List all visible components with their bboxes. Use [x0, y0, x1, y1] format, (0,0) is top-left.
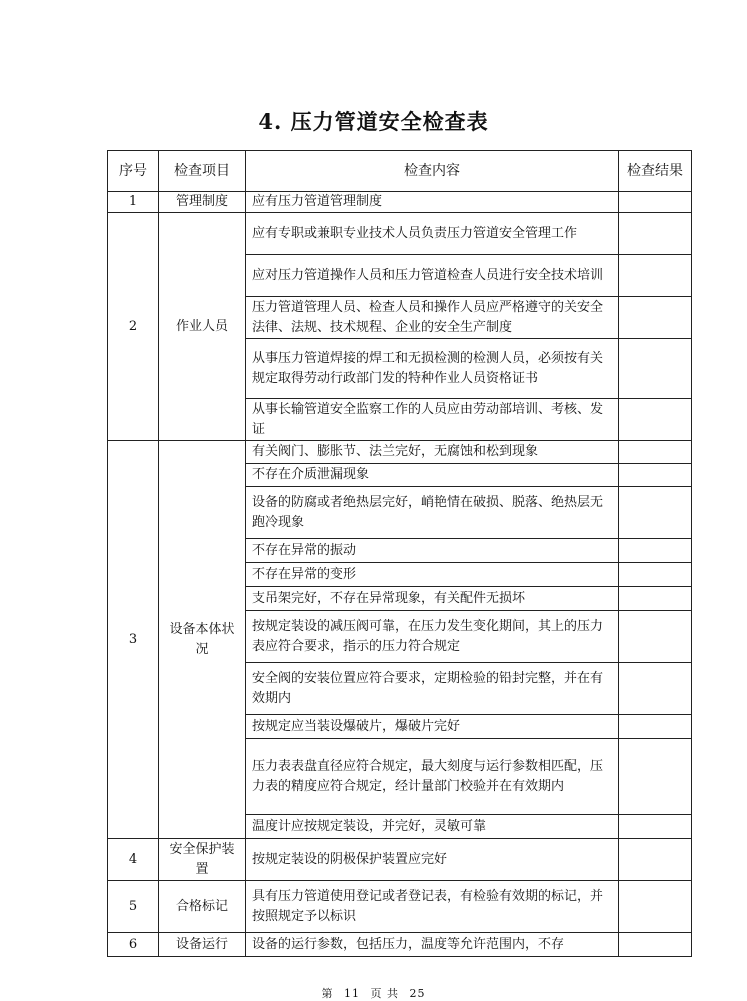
check-item: 合格标记	[159, 881, 246, 933]
check-result-cell	[619, 739, 692, 815]
header-content: 检查内容	[246, 151, 619, 192]
row-number: 6	[108, 933, 159, 957]
safety-checklist-table	[107, 150, 692, 957]
check-content: 从事长输管道安全监察工作的人员应由劳动部培训、考核、发证	[246, 399, 619, 441]
check-content: 应有专职或兼职专业技术人员负责压力管道安全管理工作	[246, 213, 619, 255]
check-content: 有关阀门、膨胀节、法兰完好，无腐蚀和松到现象	[246, 441, 619, 464]
check-result-cell	[619, 539, 692, 563]
check-content: 应对压力管道操作人员和压力管道检查人员进行安全技术培训	[246, 255, 619, 297]
table-row	[108, 933, 692, 957]
check-result-cell	[619, 213, 692, 255]
page-footer	[0, 985, 747, 1001]
check-result-cell	[619, 563, 692, 587]
row-number: 5	[108, 881, 159, 933]
check-content: 压力表表盘直径应符合规定，最大刻度与运行参数相匹配，压力表的精度应符合规定，经计量部门校验并在有效期内	[246, 739, 619, 815]
row-number: 4	[108, 839, 159, 881]
page-title: 4. 压力管道安全检查表	[258, 109, 489, 134]
check-result-cell	[619, 587, 692, 611]
footer-middle: 页 共	[370, 987, 399, 1000]
table-row	[108, 192, 692, 213]
check-result-cell	[619, 715, 692, 739]
row-number: 1	[108, 192, 159, 213]
check-content: 按规定装设的阴极保护装置应完好	[246, 839, 619, 881]
check-result-cell	[619, 611, 692, 663]
check-result-cell	[619, 297, 692, 339]
check-result-cell	[619, 663, 692, 715]
footer-total-pages: 25	[409, 987, 426, 1000]
check-content: 按规定装设的减压阀可靠，在压力发生变化期间，其上的压力表应符合要求，指示的压力符合规定	[246, 611, 619, 663]
check-result-cell	[619, 192, 692, 213]
check-result-cell	[619, 399, 692, 441]
footer-page-number: 11	[344, 987, 360, 1000]
row-number: 3	[108, 441, 159, 839]
table-row	[108, 441, 692, 464]
check-item: 设备运行	[159, 933, 246, 957]
check-content: 不存在介质泄漏现象	[246, 464, 619, 487]
check-result-cell	[619, 441, 692, 464]
check-result-cell	[619, 881, 692, 933]
header-item: 检查项目	[159, 151, 246, 192]
check-content: 从事压力管道焊接的焊工和无损检测的检测人员，必须按有关规定取得劳动行政部门发的特种作业人员资格证书	[246, 339, 619, 399]
table-row	[108, 881, 692, 933]
check-item: 设备本体状况	[159, 441, 246, 839]
header-result: 检查结果	[619, 151, 692, 192]
check-content: 具有压力管道使用登记或者登记表，有检验有效期的标记，并按照规定予以标识	[246, 881, 619, 933]
check-content: 按规定应当装设爆破片，爆破片完好	[246, 715, 619, 739]
check-result-cell	[619, 255, 692, 297]
check-item: 安全保护装置	[159, 839, 246, 881]
table-row	[108, 839, 692, 881]
check-content: 应有压力管道管理制度	[246, 192, 619, 213]
check-result-cell	[619, 339, 692, 399]
check-content: 设备的防腐或者绝热层完好，峭艳情在破损、脱落、绝热层无跑冷现象	[246, 487, 619, 539]
check-content: 安全阀的安装位置应符合要求，定期检验的铅封完整，并在有效期内	[246, 663, 619, 715]
table-row	[108, 213, 692, 255]
header-no: 序号	[108, 151, 159, 192]
check-result-cell	[619, 464, 692, 487]
check-content: 不存在异常的变形	[246, 563, 619, 587]
check-result-cell	[619, 933, 692, 957]
table-header-row	[108, 151, 692, 192]
row-number: 2	[108, 213, 159, 441]
check-result-cell	[619, 839, 692, 881]
footer-prefix: 第	[321, 987, 334, 1000]
check-result-cell	[619, 487, 692, 539]
check-content: 不存在异常的振动	[246, 539, 619, 563]
check-content: 支吊架完好，不存在异常现象，有关配件无损坏	[246, 587, 619, 611]
check-content: 设备的运行参数，包括压力，温度等允许范围内，不存	[246, 933, 619, 957]
check-result-cell	[619, 815, 692, 839]
check-item: 管理制度	[159, 192, 246, 213]
check-item: 作业人员	[159, 213, 246, 441]
check-content: 压力管道管理人员、检查人员和操作人员应严格遵守的关安全法律、法规、技术规程、企业的安全生产制度	[246, 297, 619, 339]
check-content: 温度计应按规定装设，并完好，灵敏可靠	[246, 815, 619, 839]
